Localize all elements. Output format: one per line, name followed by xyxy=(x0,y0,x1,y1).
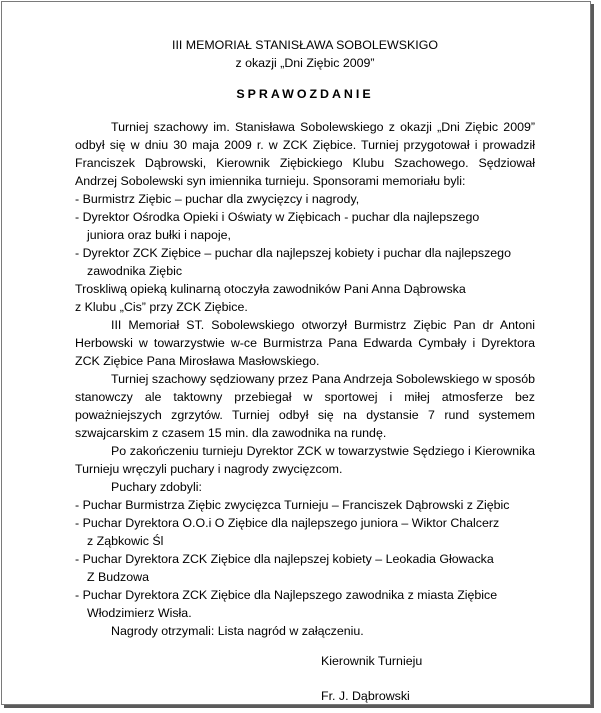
sponsor-list xyxy=(75,190,535,280)
sponsor-item xyxy=(75,244,535,280)
sponsor-item-text: - Dyrektor Ośrodka Opieki i Oświaty w Ziębicach - puchar dla najlepszego xyxy=(75,210,480,224)
winner-item-continuation: Włodzimierz Wisła. xyxy=(87,606,192,620)
winner-item-continuation: z Ząbkowic Śl xyxy=(87,534,164,548)
winner-item-text: - Puchar Dyrektora O.O.i O Ziębice dla najlepszego juniora – Wiktor Chalcerz xyxy=(75,516,500,530)
sponsor-item xyxy=(75,190,535,208)
trophies-heading: Puchary zdobyli: xyxy=(111,480,202,494)
sponsor-item-continuation: zawodnika Ziębic xyxy=(87,264,183,278)
document-page xyxy=(1,1,591,705)
document-body xyxy=(75,36,535,705)
winner-item xyxy=(75,586,535,622)
opening-paragraph: III Memoriał ST. Sobolewskiego otworzył Burmistrz Ziębic Pan dr Antoni Herbowski w towarzystwie w-ce Burmistrza Pana Edwarda Cymbały i Dyrektora ZCK Ziębice Pana Mirosława Masłowskiego. xyxy=(75,318,535,368)
winners-list xyxy=(75,496,535,622)
winner-item-text: - Puchar Burmistrza Ziębic zwycięzca Turnieju – Franciszek Dąbrowski z Ziębic xyxy=(75,498,510,512)
memorial-subtitle: z okazji „Dni Ziębic 2009” xyxy=(235,56,375,70)
sponsor-item xyxy=(75,208,535,244)
memorial-title: III MEMORIAŁ STANISŁAWA SOBOLEWSKIGO xyxy=(172,38,438,52)
catering-line-club: z Klubu „Cis” przy ZCK Ziębice. xyxy=(75,300,248,314)
intro-paragraph: Turniej szachowy im. Stanisława Sobolewskiego z okazji „Dni Ziębic 2009” odbył się w dniu 30 maja 2009 r. w ZCK Ziębice. Turniej przygotował i prowadził Franciszek Dąbrowski, Kierownik Ziębickiego Klubu Szachowego. Sędziował Andrzej Sobolewski syn imiennika turnieju. Sponsorami memoriału byli: xyxy=(75,120,535,188)
catering-line: Troskliwą opieką kulinarną otoczyła zawodników Pani Anna Dąbrowska xyxy=(75,282,466,296)
winner-item xyxy=(75,514,535,550)
winner-item-text: - Puchar Dyrektora ZCK Ziębice dla Najlepszego zawodnika z miasta Ziębice xyxy=(75,588,498,602)
sponsor-item-text: - Dyrektor ZCK Ziębice – puchar dla najlepszej kobiety i puchar dla najlepszego xyxy=(75,246,511,260)
winner-item xyxy=(75,550,535,586)
signature-name: Fr. J. Dąbrowski xyxy=(321,689,410,703)
winner-item-continuation: Z Budzowa xyxy=(87,570,149,584)
awards-paragraph: Po zakończeniu turnieju Dyrektor ZCK w towarzystwie Sędziego i Kierownika Turnieju wręczyli puchary i nagrody zwycięzcom. xyxy=(75,444,535,476)
sponsor-item-continuation: juniora oraz bułki i napoje, xyxy=(87,228,231,242)
report-title: SPRAWOZDANIE xyxy=(236,87,374,101)
refereeing-paragraph: Turniej szachowy sędziowany przez Pana Andrzeja Sobolewskiego w sposób stanowczy ale taktowny przebiegał w sportowej i miłej atmosferze bez poważniejszych zgrzytów. Turniej odbył się na dystansie 7 rund systemem szwajcarskim z czasem 15 min. dla zawodnika na rundę. xyxy=(75,372,535,440)
prizes-paragraph: Nagrody otrzymali: Lista nagród w załączeniu. xyxy=(111,624,364,638)
sponsor-item-text: - Burmistrz Ziębic – puchar dla zwycięzcy i nagrody, xyxy=(75,192,360,206)
signature-role: Kierownik Turnieju xyxy=(321,654,423,668)
winner-item-text: - Puchar Dyrektora ZCK Ziębice dla najlepszej kobiety – Leokadia Głowacka xyxy=(75,552,494,566)
winner-item xyxy=(75,496,535,514)
